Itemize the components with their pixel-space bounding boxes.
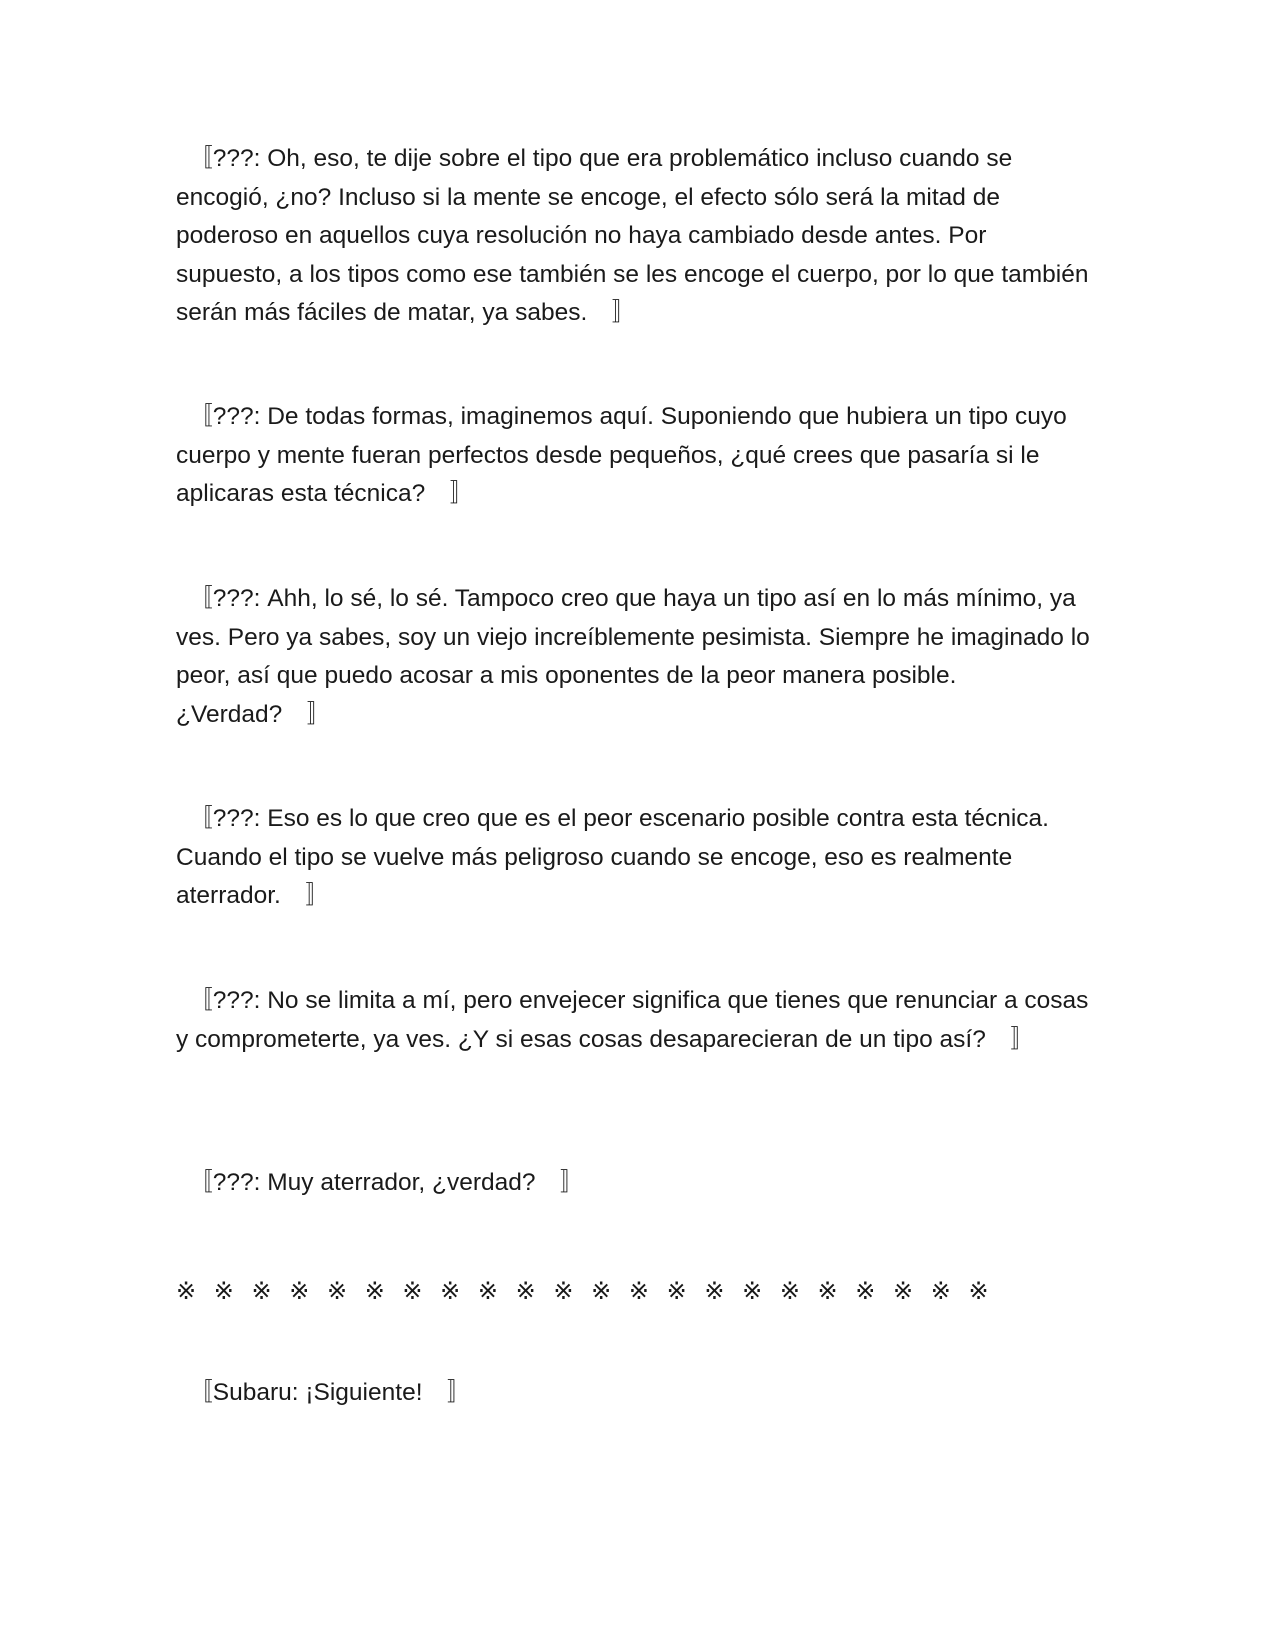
section-separator: ※ ※ ※ ※ ※ ※ ※ ※ ※ ※ ※ ※ ※ ※ ※ ※ ※ ※ ※ ※ ※ ※ — [176, 1277, 994, 1305]
paragraph-5: 〚???: No se limita a mí, pero envejecer significa que tienes que renunciar a cosas y comprometerte, ya ves. ¿Y si esas cosas desaparecieran de un tipo así? 〛 — [176, 987, 1089, 1053]
paragraph-3: 〚???: Ahh, lo sé, lo sé. Tampoco creo que haya un tipo así en lo más mínimo, ya ves. Pero ya sabes, soy un viejo increíblemente pesimista. Siempre he imaginado lo peor, así que puedo acosar a mis oponentes de la peor manera posible. ¿Verdad? 〛 — [176, 585, 1090, 728]
paragraph-4: 〚???: Eso es lo que creo que es el peor escenario posible contra esta técnica. Cuando el tipo se vuelve más peligroso cuando se encoge, eso es realmente aterrador. 〛 — [176, 805, 1049, 909]
paragraph-6: 〚???: Muy aterrador, ¿verdad? 〛 — [176, 1169, 585, 1196]
paragraph-1: 〚???: Oh, eso, te dije sobre el tipo que era problemático incluso cuando se encogió, ¿no? Incluso si la mente se encoge, el efecto sólo será la mitad de poderoso en aquellos cuya resolución no haya cambiado desde antes. Por supuesto, a los tipos como ese también se les encoge el cuerpo, por lo que también serán más fáciles de matar, ya sabes. 〛 — [176, 145, 1089, 326]
closing-line: 〚Subaru: ¡Siguiente! 〛 — [176, 1379, 472, 1406]
paragraph-2: 〚???: De todas formas, imaginemos aquí. Suponiendo que hubiera un tipo cuyo cuerpo y mente fueran perfectos desde pequeños, ¿qué crees que pasaría si le aplicaras esta técnica? 〛 — [176, 403, 1067, 507]
